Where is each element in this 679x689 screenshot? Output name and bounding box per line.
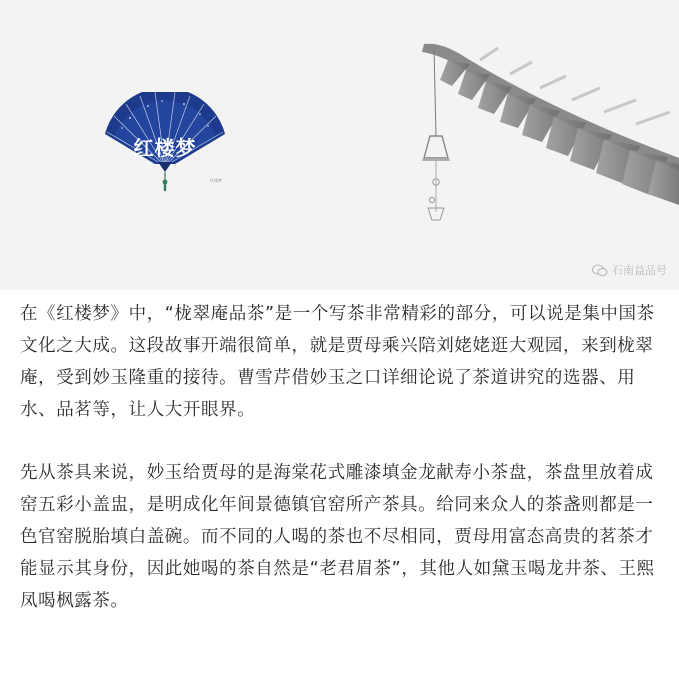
- fan-title: 红楼梦: [133, 136, 197, 160]
- fan-graphic: [100, 92, 230, 192]
- fan-small-text: 红楼梦: [210, 178, 222, 183]
- roof-eave-illustration: [400, 40, 679, 250]
- article-body: [20, 298, 660, 617]
- header-banner: [0, 0, 679, 290]
- chat-bubble-icon: [592, 264, 608, 277]
- paragraph: 在《红楼梦》中，“栊翠庵品茶”是一个写茶非常精彩的部分，可以说是集中国茶文化之大成。这段故事开端很简单，就是贾母乘兴陪刘姥姥逛大观园，来到栊翠庵，受到妙玉隆重的接待。曹雪芹借妙玉之口详细论说了茶道讲究的选器、用水、品茗等，让人大开眼界。: [20, 304, 655, 420]
- paragraph: 先从茶具来说，妙玉给贾母的是海棠花式雕漆填金龙献寿小茶盘，茶盘里放着成窑五彩小盖盅，是明成化年间景德镇官窑所产茶具。给同来众人的茶盏则都是一色官窑脱胎填白盖碗。而不同的人喝的茶也不尽相同，贾母用富态高贵的茗茶才能显示其身份，因此她喝的茶自然是“老君眉茶”，其他人如黛玉喝龙井茶、王熙凤喝枫露茶。: [20, 463, 655, 611]
- watermark-text: 石南益品号: [612, 264, 667, 277]
- watermark: [592, 262, 667, 278]
